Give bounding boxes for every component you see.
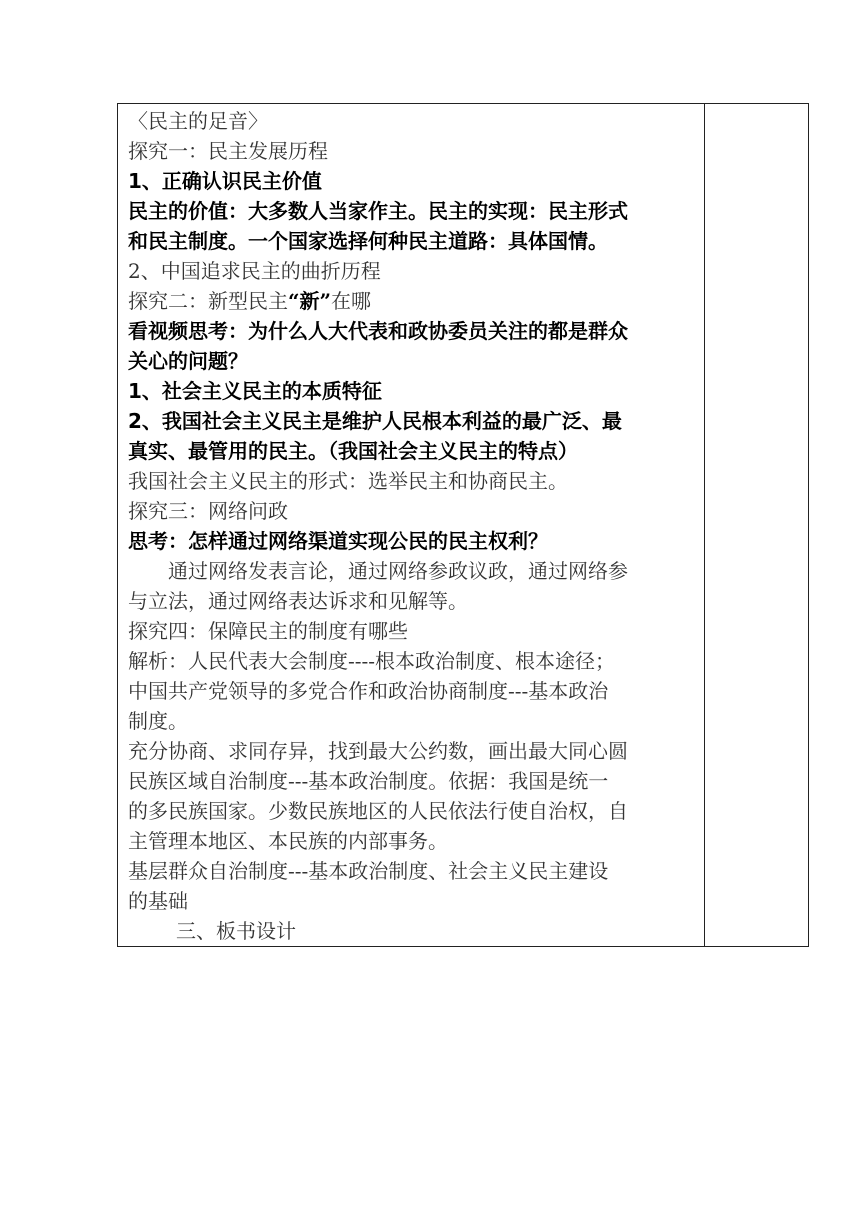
explore-heading-2	[128, 286, 698, 316]
side-cell	[705, 104, 809, 947]
question-text: 看视频思考：为什么人大代表和政协委员关注的都是群众	[128, 319, 628, 343]
explore-heading-4: 探究四：保障民主的制度有哪些	[128, 619, 408, 643]
point-heading: 1、正确认识民主价值	[128, 169, 322, 193]
lesson-content	[118, 104, 704, 946]
question-text: 关心的问题？	[128, 349, 248, 373]
main-cell	[118, 104, 705, 947]
body-text: 的多民族国家。少数民族地区的人民依法行使自治权，自	[128, 799, 628, 823]
explore-heading-2-suffix: 在哪	[331, 289, 372, 313]
body-text: 与立法，通过网络表达诉求和见解等。	[128, 589, 468, 613]
board-design-heading: 三、板书设计	[176, 919, 296, 943]
explore-heading-1: 探究一：民主发展历程	[128, 139, 328, 163]
body-text: 基层群众自治制度---基本政治制度、社会主义民主建设	[128, 859, 609, 883]
body-text: 和民主制度。一个国家选择何种民主道路：具体国情。	[128, 229, 608, 253]
body-text: 主管理本地区、本民族的内部事务。	[128, 829, 448, 853]
point-heading: 2、我国社会主义民主是维护人民根本利益的最广泛、最	[128, 409, 622, 433]
section-title: 〈民主的足音〉	[128, 109, 268, 133]
table-row	[118, 104, 809, 947]
body-text: 充分协商、求同存异，找到最大公约数，画出最大同心圆	[128, 739, 628, 763]
body-text: 的基础	[128, 889, 188, 913]
body-text: 民族区域自治制度---基本政治制度。依据：我国是统一	[128, 769, 609, 793]
body-text: 真实、最管用的民主。（我国社会主义民主的特点）	[128, 439, 578, 463]
body-text: 制度。	[128, 709, 188, 733]
explore-heading-3: 探究三：网络问政	[128, 499, 288, 523]
body-text: 民主的价值：大多数人当家作主。民主的实现：民主形式	[128, 199, 628, 223]
lesson-table	[117, 103, 809, 947]
explore-heading-2-prefix: 探究二：新型民主	[128, 289, 288, 313]
explore-heading-2-quote: “新”	[288, 289, 332, 313]
body-text: 通过网络发表言论，通过网络参政议政，通过网络参	[168, 559, 628, 583]
question-text: 思考：怎样通过网络渠道实现公民的民主权利？	[128, 529, 548, 553]
body-text: 中国共产党领导的多党合作和政治协商制度---基本政治	[128, 679, 609, 703]
body-text: 我国社会主义民主的形式：选举民主和协商民主。	[128, 469, 568, 493]
body-text: 解析：人民代表大会制度----根本政治制度、根本途径；	[128, 649, 616, 673]
point-heading: 1、社会主义民主的本质特征	[128, 379, 382, 403]
point-heading: 2、中国追求民主的曲折历程	[128, 259, 381, 283]
